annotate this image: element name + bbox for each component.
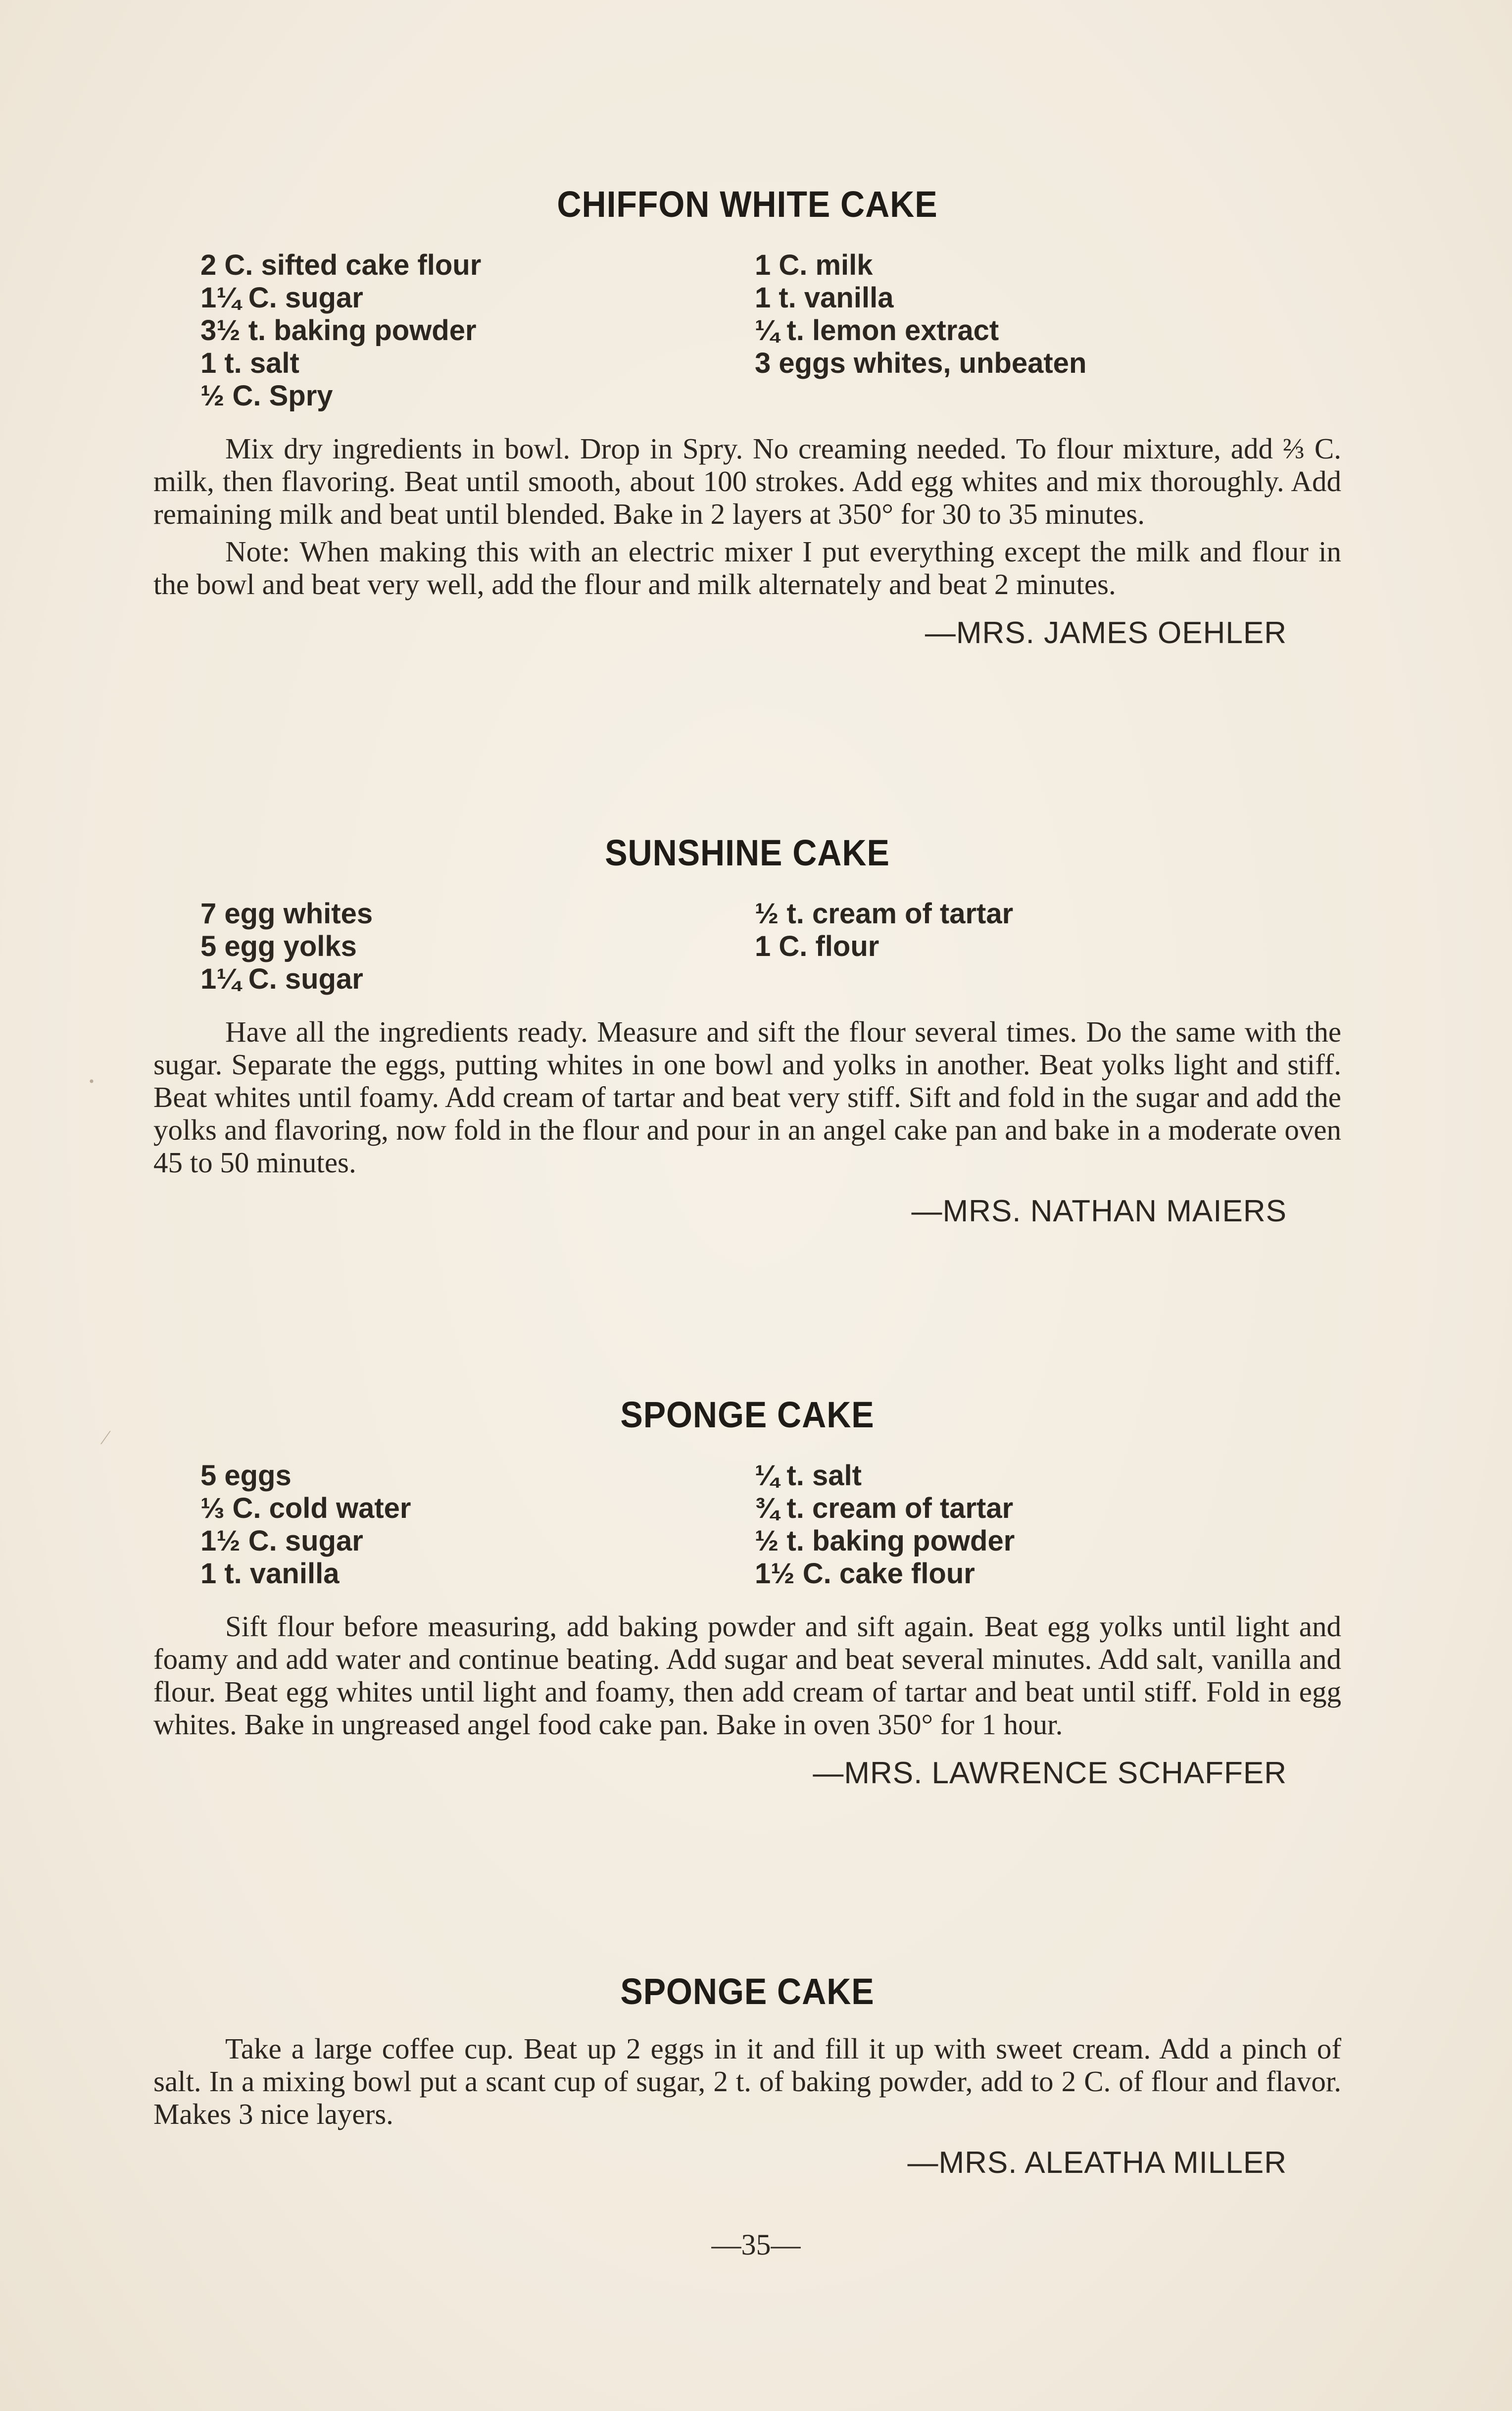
recipe-directions: Mix dry ingredients in bowl. Drop in Spry. No creaming needed. To flour mixture, add ⅔ C. milk, then flavoring. Beat until smooth, about 100 strokes. Add egg whites and mix thoroughly. Add remaining milk and beat until blended. Bake in 2 layers at 350° for 30 to 35 minutes. (153, 432, 1341, 530)
recipe-note: Note: When making this with an electric mixer I put everything except the milk and flour in the bowl and beat very well, add the flour and milk alternately and beat 2 minutes. (153, 535, 1341, 601)
recipe-author: —MRS. NATHAN MAIERS (911, 1194, 1287, 1228)
ingredient: ⅓ C. cold water (200, 1492, 411, 1524)
ingredient-list-right (755, 249, 1299, 412)
ingredient: ¼ t. salt (755, 1459, 862, 1492)
recipe-title: CHIFFON WHITE CAKE (557, 184, 938, 225)
recipe-author: —MRS. ALEATHA MILLER (907, 2146, 1287, 2180)
ingredient: 5 egg yolks (200, 930, 357, 962)
page-blemish-stroke: ⁄ (104, 1426, 107, 1449)
page-blemish-dot: · (87, 1065, 97, 1098)
ingredients (153, 898, 1341, 996)
ingredient-list-right (755, 898, 1299, 996)
ingredient: 1 t. vanilla (200, 1557, 340, 1590)
ingredient: 1 t. vanilla (755, 282, 894, 314)
ingredient: 1 t. salt (200, 347, 299, 379)
page-number: —35— (711, 2228, 801, 2261)
ingredient: ¾ t. cream of tartar (755, 1492, 1014, 1524)
recipe-title: SPONGE CAKE (620, 1971, 875, 2012)
ingredient: 7 egg whites (200, 898, 373, 930)
recipe-directions: Have all the ingredients ready. Measure and sift the flour several times. Do the same with the sugar. Separate the eggs, putting whites in one bowl and yolks in another. Beat yolks light and stiff. Beat whites until foamy. Add cream of tartar and beat very stiff. Sift and fold in the sugar and add the yolks and flavoring, now fold in the flour and pour in an angel cake pan and bake in a moderate oven 45 to 50 minutes. (153, 1015, 1341, 1179)
recipe-directions: Take a large coffee cup. Beat up 2 eggs in it and fill it up with sweet cream. Add a pinch of salt. In a mixing bowl put a scant cup of sugar, 2 t. of baking powder, add to 2 C. of flour and flavor. Makes 3 nice layers. (153, 2032, 1341, 2130)
recipe-sponge-cake-2 (153, 1970, 1341, 2180)
recipe-sunshine-cake (153, 832, 1341, 1229)
ingredient: 1½ C. cake flour (755, 1557, 975, 1590)
ingredient: 3 eggs whites, unbeaten (755, 347, 1087, 379)
recipe-title: SUNSHINE CAKE (605, 832, 890, 873)
ingredient: 1 C. milk (755, 249, 873, 281)
recipe-directions: Sift flour before measuring, add baking powder and sift again. Beat egg yolks until light and foamy and add water and continue beating. Add sugar and beat several minutes. Add salt, vanilla and flour. Beat egg whites until light and foamy, then add cream of tartar and beat until stiff. Fold in egg whites. Bake in ungreased angel food cake pan. Bake in oven 350° for 1 hour. (153, 1610, 1341, 1741)
ingredient: 2 C. sifted cake flour (200, 249, 482, 281)
recipe-author: —MRS. JAMES OEHLER (925, 616, 1287, 650)
ingredient: ½ C. Spry (200, 380, 333, 412)
ingredient: ¼ t. lemon extract (755, 314, 999, 347)
ingredient-list-left (153, 1459, 755, 1590)
ingredient-list-left (153, 898, 755, 996)
recipe-author: —MRS. LAWRENCE SCHAFFER (813, 1756, 1287, 1790)
ingredient: ½ t. cream of tartar (755, 898, 1014, 930)
ingredient: 1¼ C. sugar (200, 963, 363, 995)
ingredients (153, 1459, 1341, 1590)
ingredient: 1½ C. sugar (200, 1525, 363, 1557)
recipe-title: SPONGE CAKE (620, 1394, 875, 1435)
recipe-chiffon-white-cake (153, 183, 1341, 651)
ingredient: 1¼ C. sugar (200, 282, 363, 314)
recipe-sponge-cake-1 (153, 1394, 1341, 1791)
ingredient-list-left (153, 249, 755, 412)
ingredient: 3½ t. baking powder (200, 314, 477, 347)
ingredients (153, 249, 1341, 412)
ingredient-list-right (755, 1459, 1299, 1590)
ingredient: 5 eggs (200, 1459, 292, 1492)
ingredient: ½ t. baking powder (755, 1525, 1015, 1557)
ingredient: 1 C. flour (755, 930, 879, 962)
